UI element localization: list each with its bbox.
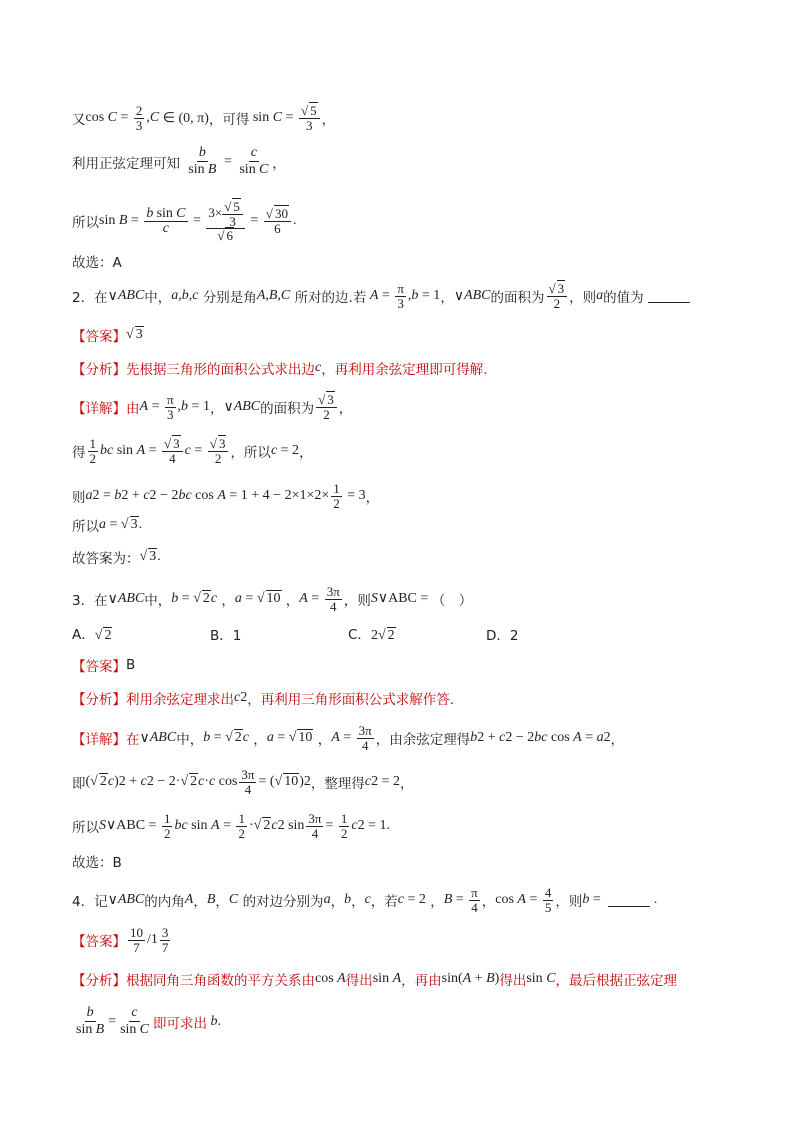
answer-blank-q4 — [608, 894, 650, 907]
q2-detail-1: 【详解】 由 A = $\frac{\pi}{3}$ , b = 1 ， ∨ ABC 的面积为 $\frac{√ 3}{2}$ ， — [72, 392, 353, 422]
q4-analysis-2: $\frac{b}{\text{sin B}}$ = $\frac{c}{\text{sin C}}$ 即可求出 b . — [76, 1005, 221, 1037]
option-c: C．2√ 2 — [348, 627, 395, 643]
q2-detail-2: 得 $\frac{1}{2}$ bc sin A = $\frac{√ 3}{4}$ c = $\frac{√ 3}{2}$ ，所以 c = 2 ， — [72, 436, 313, 466]
q3-detail-3: 所以 S ∨ABC = $\frac{1}{2}$ bc sin A = $\frac{1}{2}$ · √ 2 c 2 sin $\frac{3\pi}{4}$ = $\frac{1}{2}$ c 2 = 1. — [72, 811, 391, 841]
line-2: 利用正弦定理可知 $\frac{b}{\text{sin B}}$ = $\frac{c}{\text{sin C}}$ ， — [72, 145, 286, 177]
q3-answer: 【答案】 B — [72, 657, 136, 675]
q2-analysis: 【分析】 先根据三角形的面积公式求出边 c ，再利用余弦定理即可得解. — [72, 360, 488, 378]
option-a: A．√ 2 — [72, 627, 112, 643]
option-b: B．1 — [210, 627, 242, 644]
q2-final: 故答案为： √ 3 . — [72, 549, 161, 567]
q2-answer: 【答案】 √ 3 — [72, 327, 143, 345]
q2-detail-3: 则 a 2 = b 2 + c 2 − 2 bc cos A = 1 + 4 − 2×1×2× $\frac{1}{2}$ = 3 ， — [72, 481, 380, 511]
question-3: 3．在 ∨ ABC 中， b = √ 2 c ， a = √ 10 ， A = $\frac{3\pi}{4}$ ，则 S ∨ABC = （ ） — [72, 584, 473, 614]
q2-detail-4: 所以 a = √ 3 . — [72, 517, 143, 535]
q3-detail-1: 【详解】 在 ∨ ABC 中， b = √ 2 c ， a = √ 10 ， A = $\frac{3\pi}{4}$ ，由余弦定理得 b 2 + c 2 − 2 bc cos A = a 2 ， — [72, 723, 625, 753]
q4-answer: 【答案】 $\frac{10}{7}$ /1 $\frac{3}{7}$ — [72, 925, 169, 955]
option-d: D．2 — [486, 627, 519, 644]
q3-options — [72, 623, 734, 644]
line-4: 故选：A — [72, 255, 122, 271]
q4-analysis: 【分析】 根据同角三角函数的平方关系由 cos A 得出 sin A ，再由 sin( A + B ) 得出 sin C ，最后根据正弦定理 — [72, 971, 678, 989]
answer-blank — [648, 290, 690, 303]
q3-analysis: 【分析】 利用余弦定理求出 c 2 ，再利用三角形面积公式求解作答. — [72, 690, 455, 708]
q3-final: 故选：B — [72, 855, 122, 871]
q3-detail-2: 即 ( √ 2 c ) 2 + c 2 − 2· √ 2 c · c cos $\frac{3\pi}{4}$ = ( √ 10 ) 2 ，整理得 c 2 = 2 ， — [72, 767, 414, 797]
line-1: 又 cos C = $\frac{2}{3}$ , C ∈ (0, π) ，可得 sin C = $\frac{√ 5}{3}$ ， — [72, 103, 336, 133]
question-4: 4．记 ∨ ABC 的内角 A ， B ， C 的对边分别为 a ， b ， c ，若 c = 2 ， B = $\frac{\pi}{4}$ ， cos A = $\frac{4}{5}$ ，则 b = . — [72, 885, 658, 915]
question-2: 2．在 ∨ ABC 中， a,b,c 分别是角 A,B,C 所对的边.若 A = $\frac{\pi}{3}$ , b = 1 ， ∨ ABC 的面积为 $\frac{√ 3}{2}$ ，则 a 的值为 — [72, 282, 734, 310]
line-3: 所以 sin B = $\frac{\text{b sin C}}{c}$ = 3× $\frac{√ 5}{3}$ √ 6 = $\frac{√ 30}{6}$ . — [72, 199, 297, 244]
